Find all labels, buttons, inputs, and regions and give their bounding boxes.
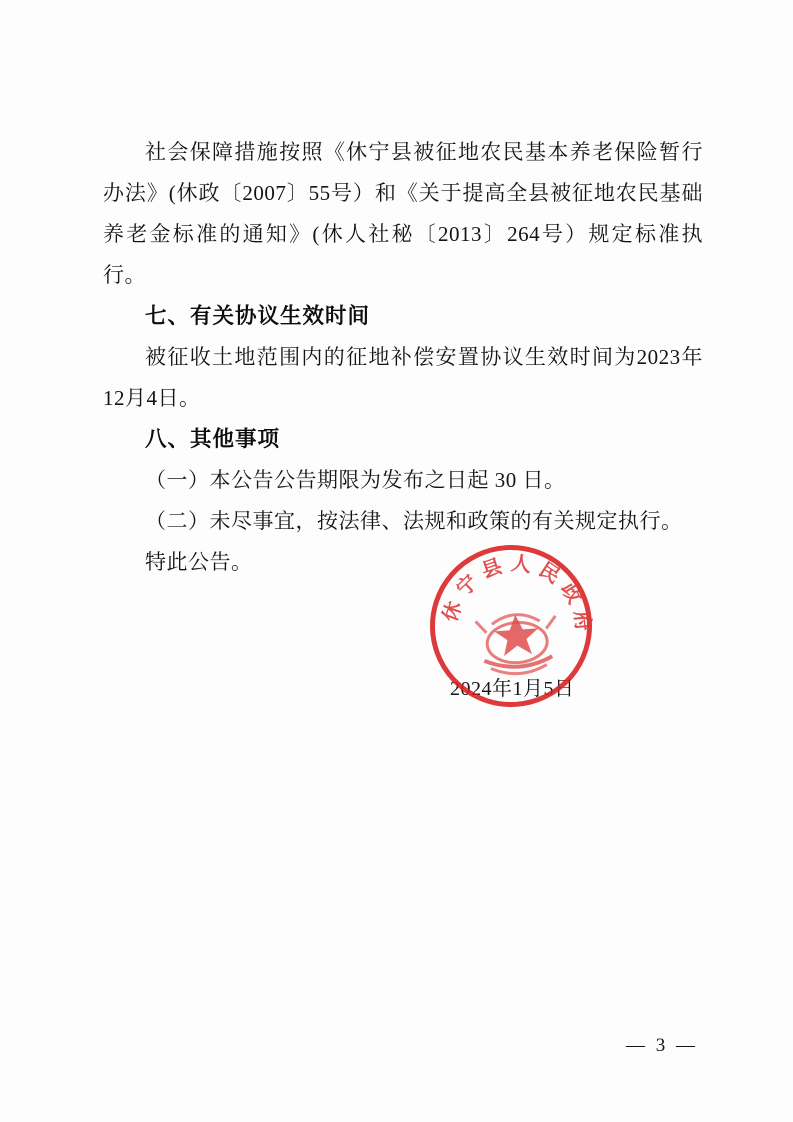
seal-container bbox=[430, 545, 610, 725]
official-red-seal bbox=[425, 540, 598, 713]
page-number: — 3 — bbox=[626, 1035, 698, 1056]
heading-section-eight: 八、其他事项 bbox=[145, 427, 281, 451]
svg-text:休宁县人民政府: 休宁县人民政府 bbox=[439, 552, 595, 640]
paragraph-closing: 特此公告。 bbox=[145, 550, 253, 574]
paragraph-section-eight-item-one: （一）本公告公告期限为发布之日起 30 日。 bbox=[145, 468, 566, 492]
paragraph-section-seven-body: 被征收土地范围内的征地补偿安置协议生效时间为2023年12月4日。 bbox=[103, 345, 703, 410]
heading-section-seven: 七、有关协议生效时间 bbox=[145, 304, 371, 328]
paragraph-section-eight-item-two: （二）未尽事宜，按法律、法规和政策的有关规定执行。 bbox=[145, 509, 683, 533]
document-body bbox=[103, 132, 703, 583]
paragraph-social-security-measures: 社会保障措施按照《休宁县被征地农民基本养老保险暂行办法》(休政〔2007〕55号）和《关于提高全县被征地农民基础养老金标准的通知》(休人社秘〔2013〕264号）规定标准执行。 bbox=[103, 140, 703, 287]
signature-date: 2024年1月5日 bbox=[450, 678, 575, 700]
